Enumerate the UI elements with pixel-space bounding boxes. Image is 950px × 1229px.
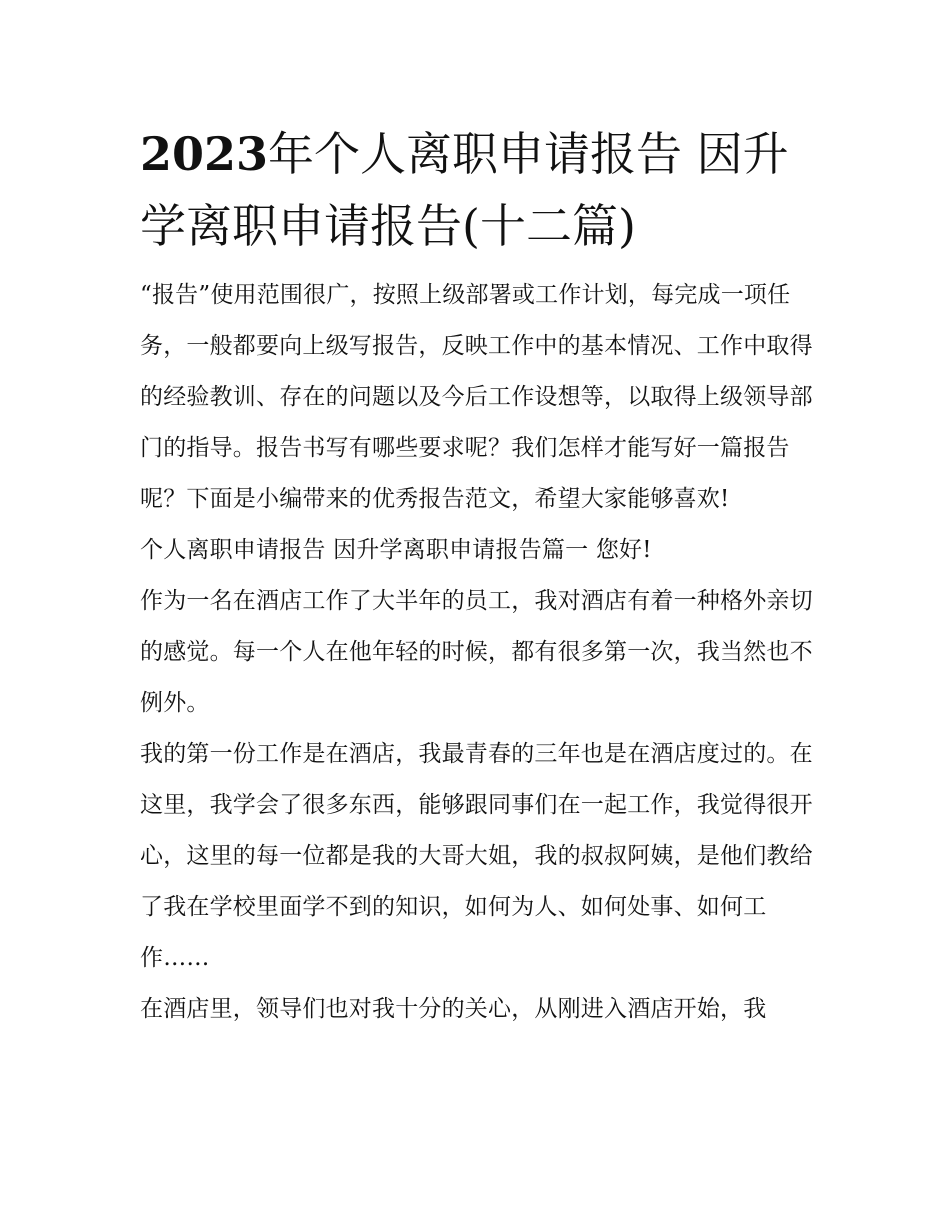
title-year: 2023 xyxy=(140,127,269,181)
intro-paragraph: “报告”使用范围很广，按照上级部署或工作计划，每完成一项任务，一般都要向上级写报告，反映工作中的基本情况、工作中取得的经验教训、存在的问题以及今后工作设想等，以取得上级领导部门的指导。报告书写有哪些要求呢？我们怎样才能写好一篇报告呢？下面是小编带来的优秀报告范文，希望大家能够喜欢! xyxy=(140,282,813,512)
section-heading-line: 个人离职申请报告 因升学离职申请报告篇一 您好! xyxy=(140,537,652,563)
title-text: 年个人离职申请报告 因升学离职申请报告(十二篇) xyxy=(140,127,789,253)
body-paragraph: 我的第一份工作是在酒店，我最青春的三年也是在酒店度过的。在这里，我学会了很多东西，能够跟同事们在一起工作，我觉得很开心，这里的每一位都是我的大哥大姐，我的叔叔阿姨，是他们教给了我在学校里面学不到的知识，如何为人、如何处事、如何工作…… xyxy=(140,741,813,971)
document-title xyxy=(140,118,815,262)
body-paragraph: 在酒店里，领导们也对我十分的关心，从刚进入酒店开始，我 xyxy=(140,996,767,1022)
document-body xyxy=(140,270,815,1035)
body-paragraph: 作为一名在酒店工作了大半年的员工，我对酒店有着一种格外亲切的感觉。每一个人在他年轻的时候，都有很多第一次，我当然也不例外。 xyxy=(140,588,813,716)
document-page xyxy=(140,118,815,1035)
